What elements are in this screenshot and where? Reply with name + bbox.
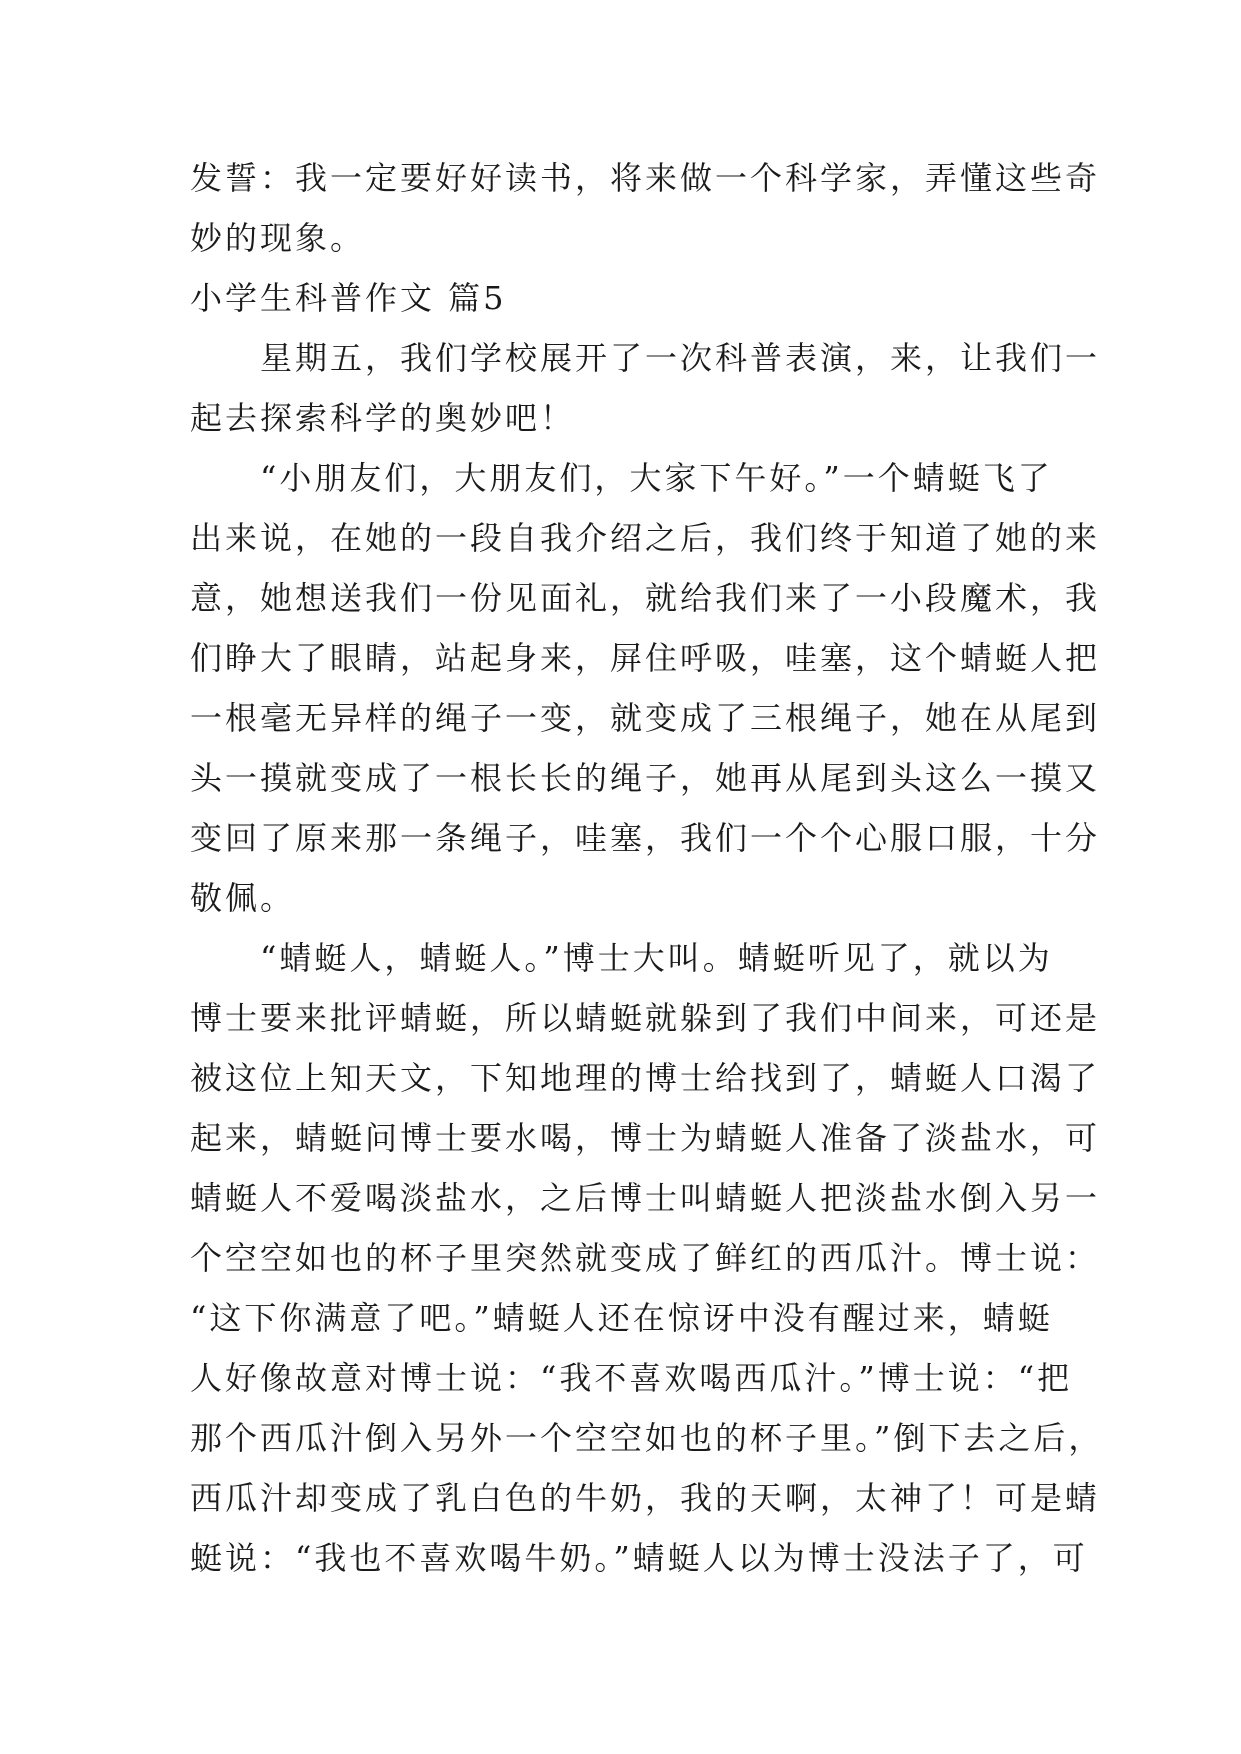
text-line: 变回了原来那一条绳子，哇塞，我们一个个心服口服，十分	[190, 819, 1101, 857]
text-line: 妙的现象。	[190, 219, 366, 257]
text-line: 被这位上知天文，下知地理的博士给找到了，蜻蜓人口渴了	[190, 1059, 1101, 1097]
text-line: 蜻蜓人不爱喝淡盐水，之后博士叫蜻蜓人把淡盐水倒入另一	[190, 1179, 1101, 1217]
essay-text	[190, 148, 1104, 1588]
text-line: 起来，蜻蜓问博士要水喝，博士为蜻蜓人准备了淡盐水，可	[190, 1119, 1101, 1157]
section-heading: 小学生科普作文 篇5	[190, 279, 507, 317]
text-line: “小朋友们，大朋友们，大家下午好。”一个蜻蜓飞了	[190, 459, 1053, 497]
text-line: 星期五，我们学校展开了一次科普表演，来，让我们一	[190, 339, 1101, 377]
text-line: 博士要来批评蜻蜓，所以蜻蜓就躲到了我们中间来，可还是	[190, 999, 1101, 1037]
text-line: 们睁大了眼睛，站起身来，屏住呼吸，哇塞，这个蜻蜓人把	[190, 639, 1101, 677]
text-line: 意，她想送我们一份见面礼，就给我们来了一小段魔术，我	[190, 579, 1101, 617]
text-line: 起去探索科学的奥妙吧！	[190, 399, 576, 437]
text-line: 出来说，在她的一段自我介绍之后，我们终于知道了她的来	[190, 519, 1101, 557]
text-line: 敬佩。	[190, 879, 296, 917]
text-line: 头一摸就变成了一根长长的绳子，她再从尾到头这么一摸又	[190, 759, 1101, 797]
text-line: 西瓜汁却变成了乳白色的牛奶，我的天啊，太神了！可是蜻	[190, 1479, 1101, 1517]
text-line: 个空空如也的杯子里突然就变成了鲜红的西瓜汁。博士说：	[190, 1239, 1101, 1277]
text-line: 发誓：我一定要好好读书，将来做一个科学家，弄懂这些奇	[190, 159, 1101, 197]
text-line: 蜓说：“我也不喜欢喝牛奶。”蜻蜓人以为博士没法子了，可	[190, 1539, 1088, 1577]
text-line: “蜻蜓人，蜻蜓人。”博士大叫。蜻蜓听见了，就以为	[190, 939, 1053, 977]
text-line: 一根毫无异样的绳子一变，就变成了三根绳子，她在从尾到	[190, 699, 1101, 737]
text-line: 那个西瓜汁倒入另外一个空空如也的杯子里。”倒下去之后，	[190, 1419, 1104, 1457]
text-line: 人好像故意对博士说：“我不喜欢喝西瓜汁。”博士说：“把	[190, 1359, 1073, 1397]
text-line: “这下你满意了吧。”蜻蜓人还在惊讶中没有醒过来，蜻蜓	[190, 1299, 1053, 1337]
